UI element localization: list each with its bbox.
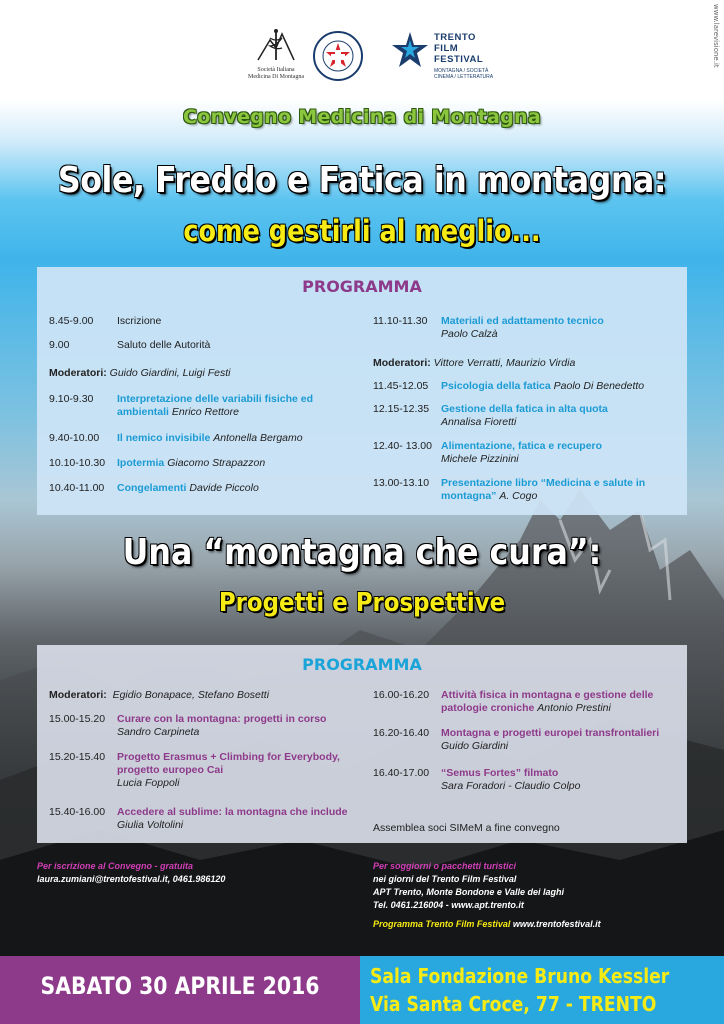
programma-heading: PROGRAMMA: [302, 655, 422, 674]
cai-star-icon: [312, 30, 364, 82]
trento-film-festival-logo: [390, 28, 500, 88]
moderators: Moderatori: Vittore Verratti, Maurizio Virdia: [373, 357, 576, 369]
apt-contact[interactable]: Tel. 0461.216004 - www.apt.trento.it: [373, 900, 524, 910]
footer-bar: [0, 956, 724, 1024]
registration-heading: Per iscrizione al Convegno - gratuita: [37, 861, 194, 871]
venue-name: Sala Fondazione Bruno Kessler: [370, 964, 670, 988]
cai-logo: [312, 30, 364, 82]
second-title: Una “montagna che cura”:: [122, 532, 602, 573]
convegno-title: Convegno Medicina di Montagna: [182, 106, 541, 128]
venue-address: Via Santa Croce, 77 - TRENTO: [370, 992, 657, 1016]
moderators: Moderatori: Guido Giardini, Luigi Festi: [49, 367, 231, 379]
tff-tag1: MONTAGNA / SOCIETÀ: [434, 68, 489, 74]
simem-line2: Medicina Di Montagna: [248, 74, 304, 80]
venue-panel: [360, 956, 724, 1024]
tff-line2: FILM: [434, 43, 459, 54]
date-panel: [0, 956, 360, 1024]
simem-logo: [240, 26, 312, 81]
registration-contact[interactable]: laura.zumiani@trentofestival.it, 0461.986120: [37, 874, 226, 884]
event-date: SABATO 30 APRILE 2016: [40, 972, 320, 1000]
assembly-note: Assemblea soci SIMeM a fine convegno: [373, 822, 560, 834]
logo-bar: [0, 26, 724, 90]
tff-line3: FESTIVAL: [434, 54, 484, 65]
main-title: Sole, Freddo e Fatica in montagna:: [57, 160, 667, 201]
tourism-info: Per soggiorni o pacchetti turistici nei giorni del Trento Film Festival APT Trento, Monte Bondone e Valle dei laghi Tel. 0461.216004 - www.apt.trento.it Programma Trento Film Festival www.trentofestival.it: [373, 861, 601, 929]
caduceus-mountain-icon: [254, 26, 298, 62]
watermark: www.larevisione.it: [712, 4, 720, 68]
star-icon: [390, 30, 430, 70]
tff-tag2: CINEMA / LETTERATURA: [434, 74, 494, 80]
programma-heading: PROGRAMMA: [302, 277, 422, 296]
moderators: Moderatori: Egidio Bonapace, Stefano Bosetti: [49, 689, 270, 701]
second-subtitle: Progetti e Prospettive: [218, 588, 506, 618]
programma-afternoon: PROGRAMMA Moderatori: Egidio Bonapace, Stefano Bosetti 15.00-15.20 Curare con la montagna: progetti in corso Sandro Carpineta 15.20-15.40 Progetto Erasmus + Climbing for Everybody, progetto europeo Cai Lucia Foppoli 15.40-16.00 Accedere al sublime: la montagna che include Giulia Voltolini 16.00-16.20 Attività fisica in montagna e gestione delle patologie croniche Antonio Prestini 16.20-16.40 Montagna e progetti europei transfrontalieri Guido Giardini 16.40-17.00 “Semus Fortes” filmato Sara Foradori - Claudio Colpo Assemblea soci SIMeM a fine convegno: [37, 645, 687, 843]
registration-info: [37, 860, 337, 886]
festival-link[interactable]: www.trentofestival.it: [512, 919, 601, 929]
tourism-heading: Per soggiorni o pacchetti turistici: [373, 861, 517, 871]
tff-line1: TRENTO: [434, 32, 476, 43]
main-subtitle: come gestirli al meglio...: [183, 214, 541, 248]
programma-morning: PROGRAMMA 8.45-9.00 Iscrizione 9.00 Saluto delle Autorità Moderatori: Guido Giardini, Luigi Festi 9.10-9.30 Interpretazione delle variabili fisiche ed ambientali Enrico Rettore 9.40-10.00 Il nemico invisibile Antonella Bergamo 10.10-10.30 Ipotermia Giacomo Strapazzon 10.40-11.00 Congelamenti Davide Piccolo 11.10-11.30 Materiali ed adattamento tecnico Paolo Calzà Moderatori: Vittore Verratti, Maurizio Virdia 11.45-12.05 Psicologia della fatica Paolo Di Benedetto 12.15-12.35 Gestione della fatica in alta quota Annalisa Fioretti 12.40- 13.00 Alimentazione, fatica e recupero Michele Pizzinini 13.00-13.10 Presentazione libro “Medicina e salute in montagna” A. Cogo: [37, 267, 687, 515]
simem-line1: Società Italiana: [257, 67, 295, 73]
